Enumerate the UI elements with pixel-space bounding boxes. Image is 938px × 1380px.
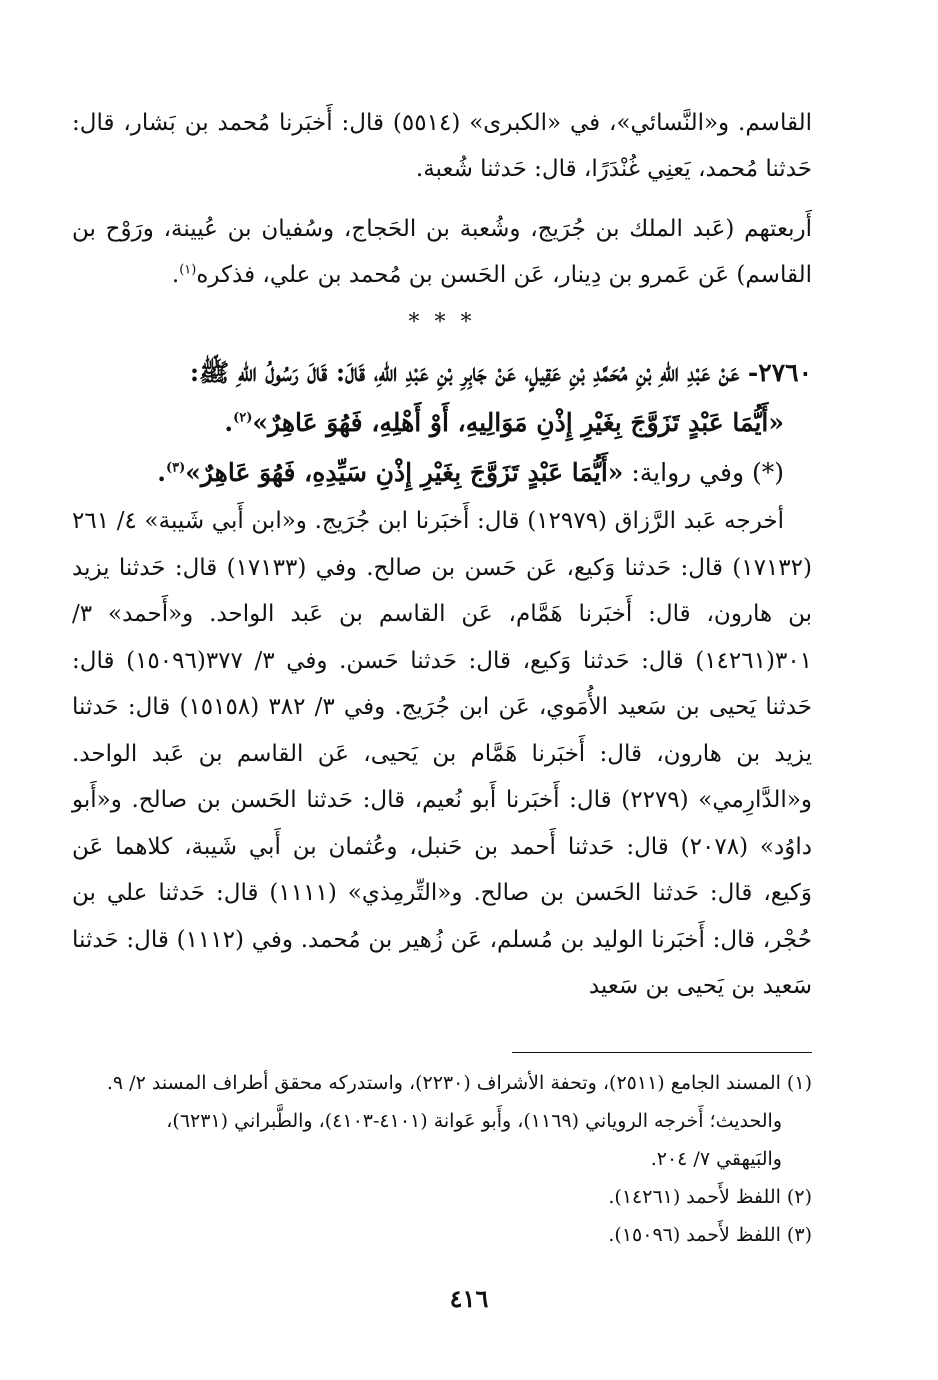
takhrij-paragraph: أخرجه عَبد الرَّزاق (١٢٩٧٩) قال: أَخبَرنا ابن جُرَيج. و«ابن أَبي شَيبة» ٤/ ٢٦١ (١٧١٣٢) قال: حَدثنا وَكيع، عَن حَسن بن صالح. وفي (١٧١٣٣) قال: حَدثنا يزيد بن هارون، قال: أَخبَرنا هَمَّام، عَن القاسم بن عَبد الواحد. و«أَحمد» ٣/ ٣٠١(١٤٢٦١) قال: حَدثنا وَكيع، قال: حَدثنا حَسن. وفي ٣/ ٣٧٧(١٥٠٩٦) قال: حَدثنا يَحيى بن سَعيد الأُمَوي، عَن ابن جُرَيج. وفي ٣/ ٣٨٢ (١٥١٥٨) قال: حَدثنا يزيد بن هارون، قال: أَخبَرنا هَمَّام بن يَحيى، عَن القاسم بن عَبد الواحد. و«الدَّارِمي» (٢٢٧٩) قال: أَخبَرنا أَبو نُعيم، قال: حَدثنا الحَسن بن صالح. و«أَبو داوُد» (٢٠٧٨) قال: حَدثنا أَحمد بن حَنبل، وعُثمان بن أَبي شَيبة، كلاهما عَن وَكيع، قال: حَدثنا الحَسن بن صالح. و«التِّرمِذي» (١١١١) قال: حَدثنا علي بن حُجْر، قال: أَخبَرنا الوليد بن مُسلم، عَن زُهير بن مُحمد. وفي (١١١٢) قال: حَدثنا سَعيد بن يَحيى بن سَعيد (72, 508, 813, 999)
section-separator: * * * (408, 310, 476, 335)
hadith-variant-body: «أَيُّمَا عَبْدٍ تَزَوَّجَ بِغَيْرِ إِذْنِ سَيِّدِهِ، فَهُوَ عَاهِرٌ» (185, 458, 624, 487)
footnote-1: (١) المسند الجامع (٢٥١١)، وتحفة الأشراف (٢٢٣٠)، واستدركه محقق أطراف المسند ٢/ ٩. (106, 1072, 812, 1094)
footnote-2: (٢) اللفظ لأَحمد (١٤٢٦١). (608, 1186, 812, 1208)
hadith-dash: - (747, 358, 759, 387)
intro-paragraph-2-end: . (171, 262, 180, 288)
footnotes (72, 1064, 812, 1254)
page-number: ٤١٦ (449, 1284, 489, 1313)
footnote-separator (512, 1052, 812, 1053)
intro-paragraph-2 (72, 206, 812, 298)
hadith-number: ٢٧٦٠ (758, 358, 812, 387)
footnote-3: (٣) اللفظ لأَحمد (١٥٠٩٦). (608, 1224, 812, 1246)
intro-paragraph-1: القاسم. و«النَّسائي»، في «الكبرى» (٥٥١٤) قال: أَخبَرنا مُحمد بن بَشار، قال: حَدثنا مُحمد، يَعنِي غُنْدَرًا، قال: حَدثنا شُعبة. (72, 110, 812, 182)
hadith-chain: عَنْ عَبْدِ اللهِ بْنِ مُحَمَّدِ بْنِ عَقِيلٍ، عَنْ جَابِرِ بْنِ عَبْدِ اللهِ، قَالَ: قَالَ رَسُولُ اللهِ ﷺ: (189, 358, 740, 387)
footnote-ref-3[interactable]: (٣) (165, 460, 186, 476)
main-text (72, 100, 812, 1010)
hadith-variant-end: . (157, 458, 166, 487)
footnote-ref-1[interactable]: (١) (179, 262, 197, 278)
hadith-heading (72, 348, 812, 398)
footnote-1-continuation-2: والبَيهقي ٧/ ٢٠٤. (650, 1148, 782, 1170)
hadith-text-end: . (224, 408, 234, 437)
hadith-text-body: «أَيُّمَا عَبْدٍ تَزَوَّجَ بِغَيْرِ إِذْنِ مَوَالِيهِ، أَوْ أَهْلِهِ، فَهُوَ عَاهِرٌ» (252, 408, 784, 437)
intro-paragraph-2-text: أَربعتهم (عَبد الملك بن جُرَيج، وشُعبة بن الحَجاج، وسُفيان بن عُيينة، ورَوْح بن القاسم) عَن عَمرو بن دِينار، عَن الحَسن بن مُحمد بن علي، فذكره (72, 216, 812, 288)
hadith-variant-prefix: (*) وفي رواية: (623, 458, 784, 487)
hadith-text (72, 398, 812, 448)
hadith-variant (72, 448, 812, 498)
footnote-1-continuation: والحديث؛ أَخرجه الروياني (١١٦٩)، وأَبو عَوانة (٤١٠١-٤١٠٣)، والطَّبراني (٦٢٣١)، (166, 1110, 782, 1132)
footnote-ref-2[interactable]: (٢) (233, 410, 253, 426)
